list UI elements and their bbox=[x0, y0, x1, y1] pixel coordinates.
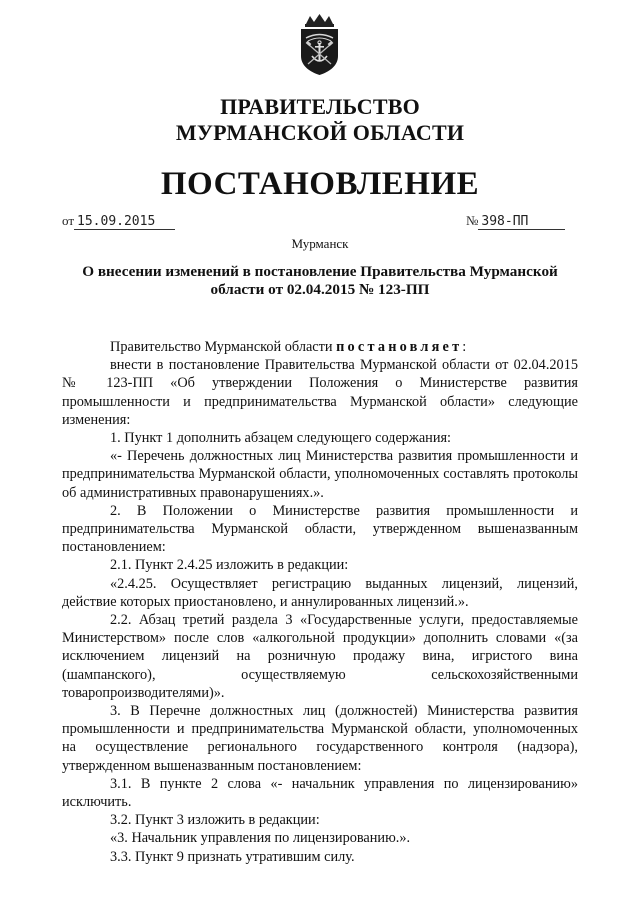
intro-text: Правительство Мурманской области bbox=[110, 339, 337, 355]
body-paragraph: 2. В Положении о Министерстве развития промышленности и предпринимательства Мурманской области, утвержденном вышеназванным постановлением: bbox=[62, 502, 578, 556]
intro-resolves: постановляет bbox=[336, 339, 463, 355]
body-paragraph: «3. Начальник управления по лицензированию.». bbox=[110, 830, 411, 847]
date-value: 15.09.2015 bbox=[74, 214, 175, 230]
body-paragraph: внести в постановление Правительства Мурманской области от 02.04.2015 № 123-ПП «Об утверждении Положения о Министерстве развития промышленности и предпринимательства Мурманской области» следующие изменения: bbox=[62, 357, 578, 428]
government-line-2: МУРМАНСКОЙ ОБЛАСТИ bbox=[175, 120, 465, 145]
body-paragraph: «- Перечень должностных лиц Министерства развития промышленности и предпринимательства Мурманской области, уполномоченных составлять протоколы об административных правонарушениях.». bbox=[62, 448, 578, 501]
body-paragraph: 3.1. В пункте 2 слова «- начальник управления по лицензированию» исключить. bbox=[62, 775, 578, 811]
body-paragraph: 3. В Перечне должностных лиц (должностей) Министерства развития промышленности и предпринимательства Мурманской области, уполномоченных на осуществление регионального государственного контроля (надзора), утвержденном вышеназванным постановлением: bbox=[62, 703, 578, 774]
body-paragraph: 1. Пункт 1 дополнить абзацем следующего содержания: bbox=[110, 430, 452, 447]
body-paragraph: «2.4.25. Осуществляет регистрацию выданных лицензий, лицензий, действие которых приостановлено, и аннулированных лицензий.». bbox=[62, 575, 578, 610]
intro-colon: : bbox=[462, 339, 467, 355]
body-paragraph: 2.1. Пункт 2.4.25 изложить в редакции: bbox=[110, 557, 349, 574]
number-value: 398-ПП bbox=[478, 214, 565, 230]
murmansk-coat-of-arms-icon bbox=[296, 14, 343, 76]
number-prefix: № bbox=[466, 213, 479, 228]
body-paragraph: 2.2. Абзац третий раздела 3 «Государственные услуги, предоставляемые Министерством» после слов «алкогольной продукции» дополнить словами «(за исключением лицензий на розничную продажу вина, игристого вина (шампанского), осуществляемую сельскохозяйственными товаропроизводителями)». bbox=[62, 612, 578, 701]
document-date bbox=[62, 213, 175, 230]
document-subject bbox=[62, 263, 578, 299]
document-body bbox=[62, 338, 578, 866]
subject-line-2: области от 02.04.2015 № 123-ПП bbox=[210, 281, 430, 298]
government-name bbox=[0, 94, 640, 146]
issue-city: Мурманск bbox=[291, 236, 349, 251]
government-line-1: ПРАВИТЕЛЬСТВО bbox=[220, 94, 420, 119]
intro-paragraph bbox=[62, 338, 578, 356]
document-type-title: ПОСТАНОВЛЕНИЕ bbox=[160, 166, 480, 202]
body-paragraph: 3.2. Пункт 3 изложить в редакции: bbox=[110, 812, 320, 829]
body-paragraph: 3.3. Пункт 9 признать утратившим силу. bbox=[110, 848, 355, 865]
date-prefix: от bbox=[62, 213, 75, 228]
document-number bbox=[466, 213, 565, 230]
subject-line-1: О внесении изменений в постановление Правительства Мурманской bbox=[82, 263, 558, 280]
